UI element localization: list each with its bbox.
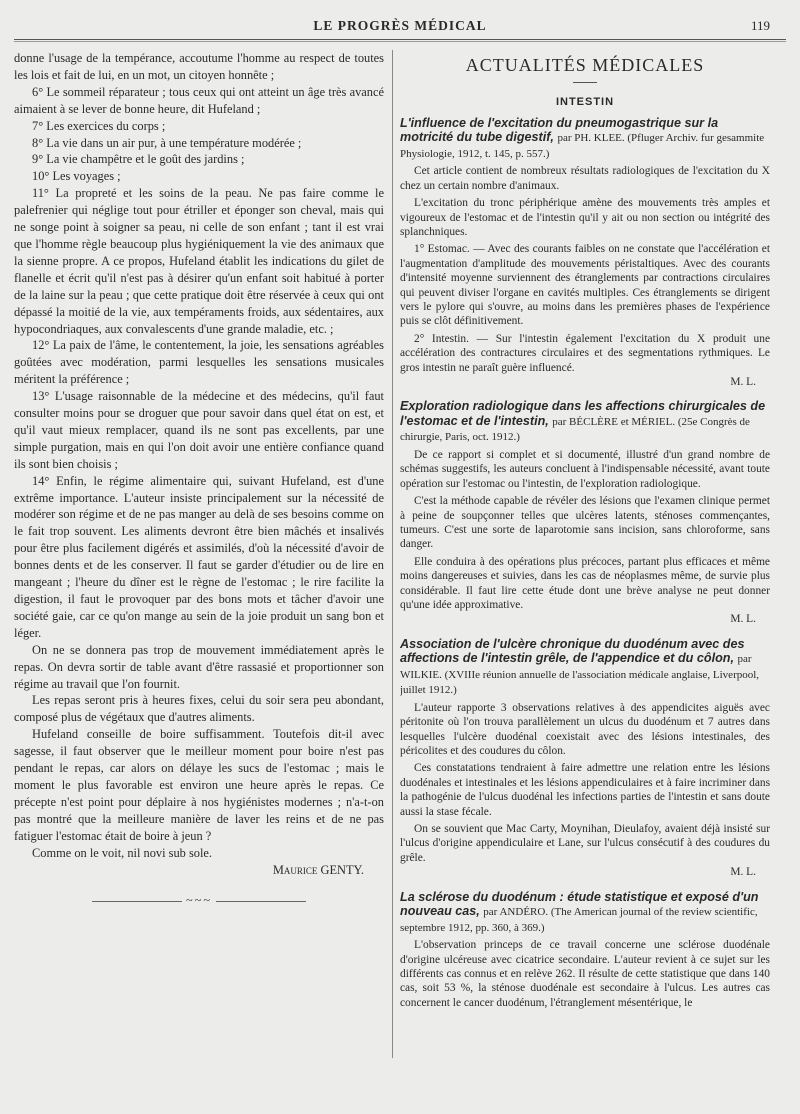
paragraph: 9° La vie champêtre et le goût des jardins ; xyxy=(32,152,245,167)
paragraph: 6° Le sommeil réparateur ; tous ceux qui ont atteint un âge très avancé aimaient à se lever de bonne heure, dit Hufeland ; xyxy=(14,84,384,116)
page-number: 119 xyxy=(750,18,770,33)
paragraph: L'observation princeps de ce travail concerne une sclérose duodénale d'origine ulcéreuse avec cicatrice secondaire. L'auteur revient à ce sujet sur les différents cas connus et en relève 262. Il résulte de cette statistique que dans 140 cas, soit 53 %, la sténose duodénale est secondaire à l'ulcus. Les autres cas concernent le cancer duodénum, l'étranglement mésentérique, le xyxy=(400,939,770,1009)
article-signature: M. L. xyxy=(730,866,756,879)
article-signature: M. L. xyxy=(730,613,756,626)
article xyxy=(400,399,770,626)
article-citation: par WILKIE. (XVIIIe réunion annuelle de l'association médicale anglaise, Liverpool, juillet 1912.) xyxy=(400,653,760,697)
paragraph: 8° La vie dans un air pur, à une température modérée ; xyxy=(32,135,302,150)
header-rule xyxy=(14,39,786,42)
article-title: Exploration radiologique dans les affections chirurgicales de l'estomac et de l'intestin, par BÉCLÈRE et MÉRIEL. (25e Congrès de chirurgie, Paris, oct. 1912.) xyxy=(400,399,766,444)
paragraph: 11° La propreté et les soins de la peau. Ne pas faire comme le palefrenier qui néglige tout pour étriller et éponger son cheval, mais qui ne songe point à soigner sa peau, ni celle de son enfant ; tant il est vrai que l'homme règle beaucoup plus hygiéniquement la vie des animaux que la sienne propre. A ce propos, Hufeland établit les indications du gilet de flanelle et écrit qu'il n'est pas à désirer qu'un enfant soit habitué à porter de la laine sur la peau ; que cette pratique doit être réservée à ceux qui ont dépassé la moitié de la vie, aux tempéraments froids, aux sédentaires, aux hypocondriaques, aux convalescents d'une grande maladie, etc. ; xyxy=(14,186,384,336)
article-signature: M. L. xyxy=(730,376,756,388)
paragraph: Hufeland conseille de boire suffisamment. Toutefois dit-il avec sagesse, il faut observer que le meilleur moment pour boire n'est pas pendant le repas, car alors on délaye les sucs de l'estomac ; mais le moment le plus favorable est environ une heure après le repas. Ce précepte n'est point pour déplaire à nos hygiénistes modernes ; n'a-t-on pas montré que la meilleure manière de laver les reins et de ne pas fatiguer l'estomac était de boire à jeun ? xyxy=(14,727,384,843)
paragraph: Les repas seront pris à heures fixes, celui du soir sera peu abondant, composé plus de végétaux que d'autres aliments. xyxy=(14,693,384,725)
left-column xyxy=(14,50,384,909)
paragraph: 1° Estomac. — Avec des courants faibles on ne constate que l'accélération et l'augmentation d'amplitude des mouvements péristaltiques. Avec des courants d'intensité moyenne surviennent des étranglements par contractions circulaires qui peuvent diviser l'organe en cavités multiples. Ces étranglements se dirigent vers le pylore qui s'ouvre, au moins dans les premières phases de l'expérience puis se clôt définitivement. xyxy=(400,243,770,328)
article-citation: par PH. KLEE. (Pfluger Archiv. fur gesammite Physiologie, 1912, t. 145, p. 557.) xyxy=(400,132,765,160)
section-rule xyxy=(573,82,597,83)
paragraph: Cet article contient de nombreux résultats radiologiques de l'excitation du X chez un certain nombre d'animaux. xyxy=(400,165,770,192)
paragraph: L'excitation du tronc périphérique amène des mouvements très amples et vigoureux de l'estomac et de l'intestin qu'il y ait ou non section ou intégrité des splanchniques. xyxy=(400,197,770,238)
author-signature: Maurice GENTY. xyxy=(272,862,364,877)
paragraph: 10° Les voyages ; xyxy=(32,169,121,184)
page-header xyxy=(14,18,786,40)
paragraph: On se souvient que Mac Carty, Moynihan, Dieulafoy, avaient déjà insisté sur l'ulcus d'origine appendiculaire et Lane, sur l'ulcus consécutif à des coudures du grêle. xyxy=(400,823,770,864)
paragraph: Ces constatations tendraient à faire admettre une relation entre les lésions duodénales et intestinales et les lésions appendiculaires et à faire incriminer dans la pathogénie de l'ulcus duodénal les infections parties de l'intestin et sans doute aussi la stase fécale. xyxy=(400,762,770,818)
paragraph: 7° Les exercices du corps ; xyxy=(32,118,166,133)
paragraph: C'est la méthode capable de révéler des lésions que l'examen clinique permet à peine de soupçonner telles que ulcères latents, sténoses commençantes, tumeurs. C'est une sorte de laparotomie sans incision, sans chloroforme, sans danger. xyxy=(400,495,770,551)
article-title: L'influence de l'excitation du pneumogastrique sur la motricité du tube digestif, par PH. KLEE. (Pfluger Archiv. fur gesammite Physiologie, 1912, t. 145, p. 557.) xyxy=(400,115,765,160)
paragraph: 13° L'usage raisonnable de la médecine et des médecins, qu'il faut consulter moins pour se droguer que pour savoir dans quel état on est, et qu'il vaut mieux remplacer, quand ils ne sont pas excellents, par une simple purgation, mais en qui l'on doit avoir une entière confiance quand ils sont bien choisis ; xyxy=(14,389,384,471)
article-title: Association de l'ulcère chronique du duodénum avec des affections de l'intestin grêle, de l'appendice et du côlon, par WILKIE. (XVIIIe réunion annuelle de l'association médicale anglaise, Liverpool, juillet 1912.) xyxy=(400,636,760,697)
article xyxy=(400,637,770,880)
subsection-title: INTESTIN xyxy=(555,96,615,109)
paragraph: 14° Enfin, le régime alimentaire qui, suivant Hufeland, est d'une extrême importance. L'auteur insiste principalement sur la nécessité de modérer son régime et de ne pas manger au delà de ses besoins comme on le fait trop souvent. Les aliments devront être bien mâchés et insalivés pour être plus facilement digérés et assimilés, d'où la nécessité d'avoir de bonnes dents et de les conserver. Il faut se garder d'étudier ou de lire en mangeant ; l'heure du dîner est le règne de l'estomac ; le rire facilite la digestion, il faut le provoquer par des bons mots et tâcher d'avoir une société gaie, car ce qu'on mange au sein de la joie produit un sang bon et léger. xyxy=(14,473,384,640)
ornamental-separator: ~~~ xyxy=(14,892,384,909)
article xyxy=(400,116,770,390)
paragraph: Comme on le voit, nil novi sub sole. xyxy=(32,845,213,860)
paragraph: Elle conduira à des opérations plus précoces, partant plus efficaces et même moins dangereuses et suivies, dans les cas de néoplasmes même, de survie plus considérable. Il faut lire cette étude dont une brève analyse ne peut donner qu'une idée approximative. xyxy=(400,555,770,611)
journal-title: LE PROGRÈS MÉDICAL xyxy=(313,18,487,33)
article-citation: par BÉCLÈRE et MÉRIEL. (25e Congrès de chirurgie, Paris, oct. 1912.) xyxy=(400,415,750,444)
column-divider xyxy=(392,50,393,1058)
section-title: ACTUALITÉS MÉDICALES xyxy=(465,55,705,75)
article xyxy=(400,890,770,1011)
right-column xyxy=(400,50,770,1020)
paragraph: donne l'usage de la tempérance, accoutume l'homme au respect de toutes les lois et fait de lui, en un mot, un citoyen honnête ; xyxy=(14,51,384,82)
article-title: La sclérose du duodénum : étude statistique et exposé d'un nouveau cas, par ANDÉRO. (The American journal of the review scientific, septembre 1912, pp. 360, à 369.) xyxy=(400,889,759,934)
paragraph: 2° Intestin. — Sur l'intestin également l'excitation du X produit une accélération des contractures circulaires et des segmentations rythmiques. Le gros intestin ne paraît guère influencé. xyxy=(400,332,770,374)
paragraph: L'auteur rapporte 3 observations relatives à des appendicites aiguës avec péritonite où l'on trouva parallèlement un ulcus du duodénum et 7 autres dans lesquelles l'ulcère duodénal coexistait avec des lésions intestinales, des péricolites et des coudures du côlon. xyxy=(400,701,770,757)
paragraph: 12° La paix de l'âme, le contentement, la joie, les sensations agréables goûtées avec modération, parmi lesquelles les sensations musicales méritent la préférence ; xyxy=(14,338,384,387)
paragraph: De ce rapport si complet et si documenté, illustré d'un grand nombre de schémas suggestifs, les auteurs concluent à l'indispensable nécessité, avant toute opération sur l'estomac ou l'intestin, de l'exploration radiologique. xyxy=(400,448,770,490)
paragraph: On ne se donnera pas trop de mouvement immédiatement après le repas. On devra sortir de table avant d'être rassasié et proportionner son régime au travail que l'on fournit. xyxy=(14,642,384,691)
article-citation: par ANDÉRO. (The American journal of the review scientific, septembre 1912, pp. 360, à 369.) xyxy=(400,906,758,934)
